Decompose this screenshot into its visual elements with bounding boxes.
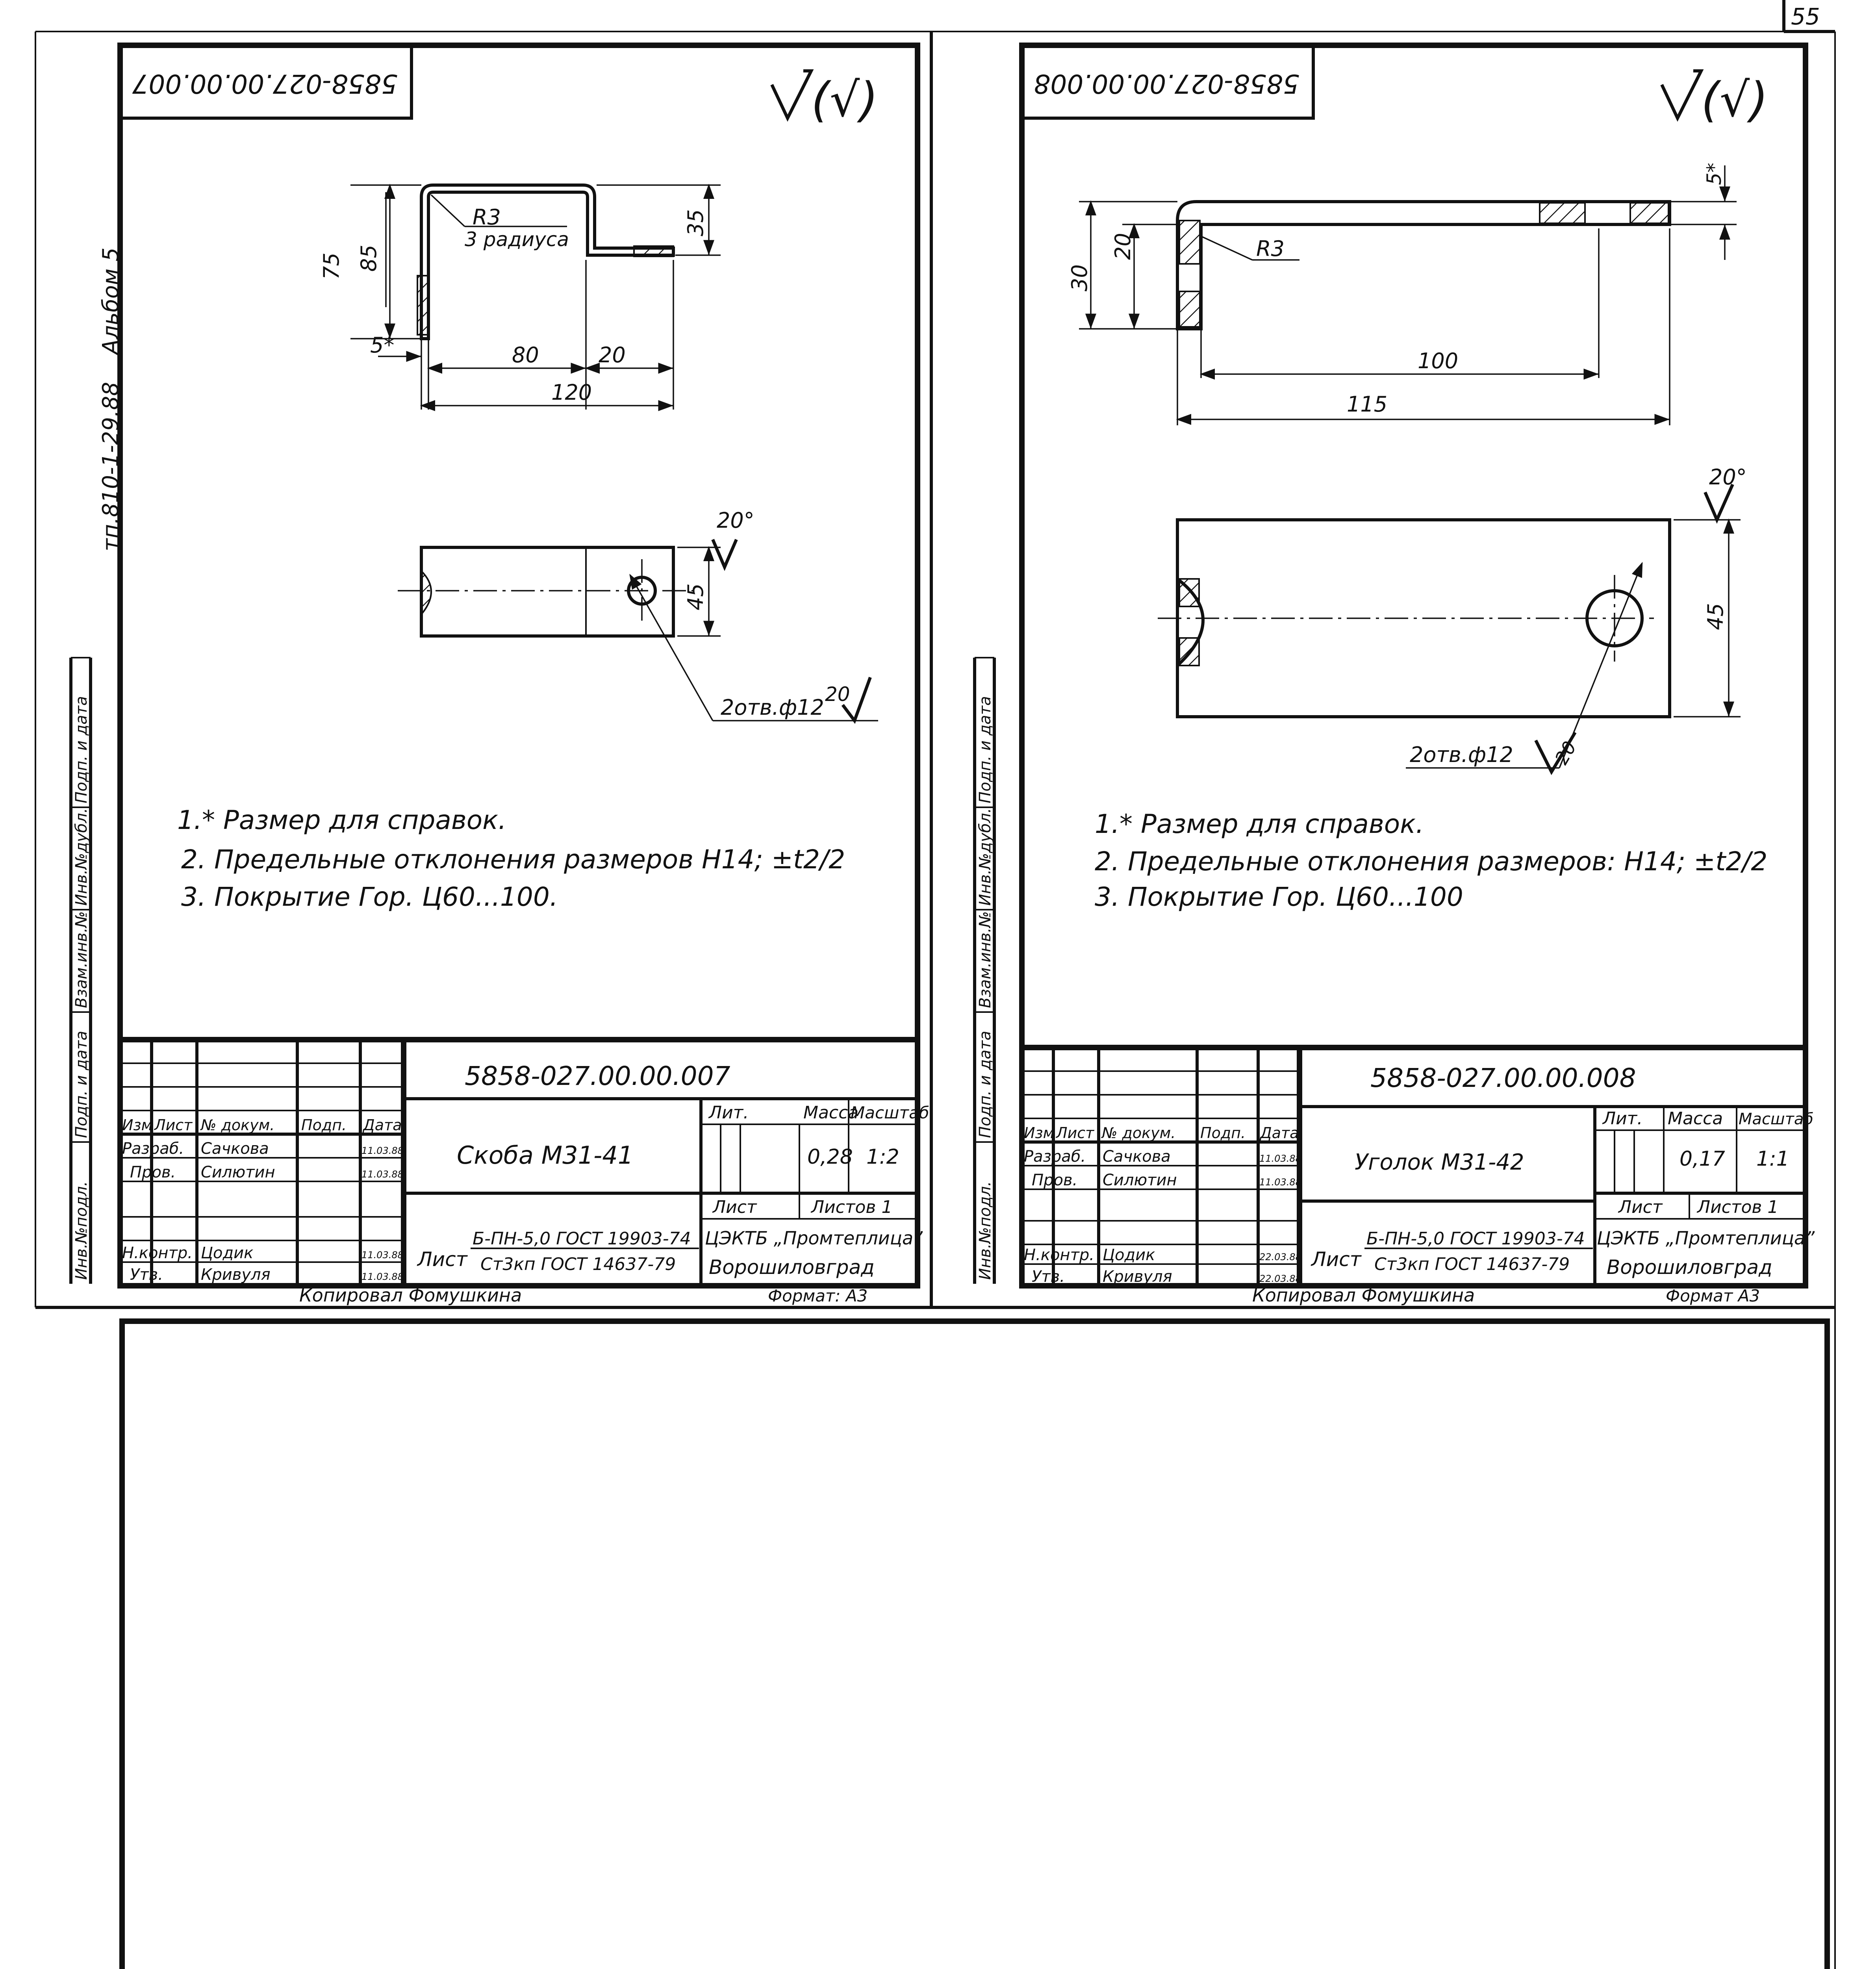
sheet-1-note-1: 1.* Размер для справок. [177,805,506,835]
sheet-2-org-1: ЦЭКТБ „Промтеплица” [1597,1227,1815,1249]
sheet-2-date-utv: 22.03.88 [1259,1273,1301,1284]
blank-lower-frame [122,1321,1827,1969]
sheet-2-role-nkontr: Н.контр. [1024,1246,1094,1264]
margin2-cell-dubl: Инв.№дубл. [976,808,994,906]
sheet-1-material-prefix: Лист [417,1248,467,1271]
sheet-2-part-name: Уголок М31-42 [1355,1150,1524,1175]
sheet-2-copied-by: Копировал Фомушкина [1252,1285,1475,1306]
sheet-2-dim-20: 20 [1110,233,1135,260]
sheet-2-role-utv: Утв. [1032,1268,1065,1286]
album-series-label: тп.810-1-29.88 [98,382,124,551]
sheet-2-angle-profile [1067,163,1737,425]
sheet-2-scale-label: Масштаб [1739,1110,1814,1128]
sheet-1-head-doc: № докум. [201,1116,275,1134]
sheet-2-title-block [1022,1048,1815,1286]
sheet-2-angle-plan [1158,465,1747,772]
sheet-2-dim-radius: R3 [1256,236,1285,261]
sheet-2-dim-5: 5* [1703,163,1726,185]
sheet-1-dim-120: 120 [551,380,592,405]
sheet-2-material-2: Ст3кп ГОСТ 14637-79 [1374,1254,1570,1274]
sheet-2-role-prov: Пров. [1032,1171,1078,1189]
sheet-1-dim-80: 80 [512,343,539,367]
sheet-2-head-sign: Подп. [1200,1124,1246,1142]
sheet-1-dim-5: 5* [370,333,395,358]
sheet-1-person-utv: Кривуля [201,1266,271,1284]
sheet-1-code-stamp: 5858-027.00.00.007 [132,69,398,99]
album-label: Альбом 5 [98,247,124,354]
sheet-1-dim-radius-note: 3 радиуса [465,228,569,251]
sheet-1-angle: 20° [717,508,754,533]
sheet-2-dim-100: 100 [1418,349,1459,373]
sheet-1-bracket-profile [319,185,721,410]
sheet-1-head-izm: Изм [122,1116,153,1134]
sheet-1-dim-20: 20 [599,343,626,367]
sheet-2-date-nkontr: 22.03.88 [1259,1251,1301,1263]
margin2-cell-vzam: Взам.инв.№ [976,911,994,1008]
sheet-2-note-2: 2. Предельные отклонения размеров: H14; ±t2/2 [1095,846,1768,877]
sheet-1-material-2: Ст3кп ГОСТ 14637-79 [480,1254,676,1274]
sheet-1-dim-45: 45 [683,583,708,610]
sheet-2-designation: 5858-027.00.00.008 [1370,1063,1636,1093]
margin2-cell-podp-2: Подп. и дата [976,696,994,803]
sheet-1-date-utv: 11.03.88 [361,1271,404,1282]
sheet-1-sheet-label: Лист [713,1197,757,1217]
sheet-1-mass-value: 0,28 [807,1145,853,1169]
sheet-2-note-3: 3. Покрытие Гор. Ц60...100 [1095,882,1463,912]
margin-cell-inv-podl: Инв.№подл. [72,1181,91,1280]
sheet-1-title-block [120,1040,929,1286]
sheet-2-note-1: 1.* Размер для справок. [1095,809,1424,839]
sheet-1-role-prov: Пров. [130,1163,176,1181]
sheet-2-code-stamp: 5858-027.00.00.008 [1034,69,1299,99]
sheet-1-date-razrab: 11.03.88 [361,1145,404,1156]
sheet-2-head-doc: № докум. [1102,1124,1176,1142]
sheet-2-person-razrab: Сачкова [1103,1148,1171,1166]
sheet-1-scale-value: 1:2 [866,1145,899,1169]
sheet-1-material-1: Б-ПН-5,0 ГОСТ 19903-74 [473,1229,691,1249]
sheet-1-lit-label: Лит. [709,1103,749,1123]
sheet-1-date-prov: 11.03.88 [361,1169,404,1180]
margin-cell-vzam: Взам.инв.№ [72,911,91,1008]
sheet-2-date-prov: 11.03.88 [1259,1177,1301,1188]
sheet-1-hole-label: 2отв.ф12 [721,695,824,720]
sheet-2-notes [1095,809,1767,912]
sheet-1-note-3: 3. Покрытие Гор. Ц60...100. [181,882,558,912]
page-number: 55 [1791,3,1820,30]
sheet-1-role-utv: Утв. [130,1266,163,1284]
sheet-2-hole-rough: 20 [1550,737,1581,768]
sheet-2-role-razrab: Разраб. [1024,1148,1086,1166]
sheet-2-roughness-symbol [1662,71,1768,128]
sheet-2 [1022,45,1815,1306]
sheet-1-head-date: Дата [363,1116,402,1134]
sheet-1-person-razrab: Сачкова [201,1140,269,1158]
sheet-1-head-sign: Подп. [301,1116,347,1134]
sheet-1-head-list: Лист [154,1116,193,1134]
sheet-2-head-date: Дата [1260,1124,1299,1142]
sheet-1-roughness-symbol [772,71,878,128]
sheet-2-format: Формат А3 [1666,1286,1760,1305]
sheet-2-scale-value: 1:1 [1756,1147,1789,1171]
sheet-1-scale-label: Масштаб [851,1103,929,1122]
sheet-1-bracket-plan [398,508,878,721]
margin2-cell-podp-1: Подп. и дата [976,1031,994,1138]
sheet-1 [120,45,929,1306]
sheet-2-lit-label: Лит. [1603,1109,1643,1129]
sheet-1-copied-by: Копировал Фомушкина [299,1285,522,1306]
sheet-1-designation: 5858-027.00.00.007 [465,1061,730,1091]
sheet-2-sheet-label: Лист [1618,1197,1663,1217]
sheet-1-note-2: 2. Предельные отклонения размеров H14; ±t2/2 [181,844,845,875]
sheet-1-dim-35: 35 [683,209,708,236]
margin2-cell-inv-podl: Инв.№подл. [976,1181,994,1280]
sheet-1-role-razrab: Разраб. [122,1140,184,1158]
sheet-1-sheets-label: Листов 1 [811,1197,893,1217]
sheet-1-hole-rough: 20 [825,683,850,706]
sheet-1-mass-label: Масса [803,1103,859,1123]
sheet-2-mass-label: Масса [1668,1109,1723,1129]
sheet-2-date-razrab: 11.03.88 [1259,1153,1301,1164]
sheet-2-dim-115: 115 [1347,392,1388,417]
sheet-2-hole-label: 2отв.ф12 [1410,742,1513,767]
sheet-1-org-1: ЦЭКТБ „Промтеплица” [705,1227,923,1249]
sheet-1-person-nkontr: Цодик [201,1244,254,1262]
sheet-2-material-1: Б-ПН-5,0 ГОСТ 19903-74 [1366,1229,1585,1249]
sheet-1-dim-85: 85 [356,245,381,272]
sheet-2-person-nkontr: Цодик [1103,1246,1155,1264]
sheet-1-part-name: Скоба М31-41 [457,1141,634,1170]
sheet-1-org-2: Ворошиловград [709,1256,875,1279]
sheet-2-angle: 20° [1709,465,1747,489]
svg-text:(√): (√) [811,73,879,128]
sheet-2-person-prov: Силютин [1103,1171,1177,1189]
left-margin-strip [71,247,124,1284]
sheet-1-dim-75: 75 [319,252,344,280]
sheet-2-dim-30: 30 [1067,264,1092,291]
svg-text:(√): (√) [1701,73,1768,128]
sheet-2-material-prefix: Лист [1311,1248,1361,1271]
page-number-box [1784,0,1835,32]
sheet-2-mass-value: 0,17 [1680,1147,1725,1171]
right-margin-strip [975,658,994,1284]
sheet-2-org-2: Ворошиловград [1607,1256,1772,1279]
margin-cell-podp-1: Подп. и дата [72,1031,91,1138]
sheet-2-head-izm: Изм [1024,1124,1055,1142]
sheet-1-role-nkontr: Н.контр. [122,1244,193,1262]
margin-cell-podp-2: Подп. и дата [72,696,91,803]
sheet-1-dim-radius: R3 [473,205,501,230]
margin-cell-dubl: Инв.№дубл. [72,808,91,906]
sheet-1-notes [177,805,845,912]
sheet-2-dim-45: 45 [1703,603,1728,630]
sheet-1-format: Формат: А3 [768,1286,868,1305]
sheet-1-person-prov: Силютин [201,1163,275,1181]
sheet-2-person-utv: Кривуля [1103,1268,1172,1286]
sheet-2-sheets-label: Листов 1 [1697,1197,1779,1217]
sheet-2-head-list: Лист [1056,1124,1094,1142]
sheet-1-date-nkontr: 11.03.88 [361,1250,404,1261]
